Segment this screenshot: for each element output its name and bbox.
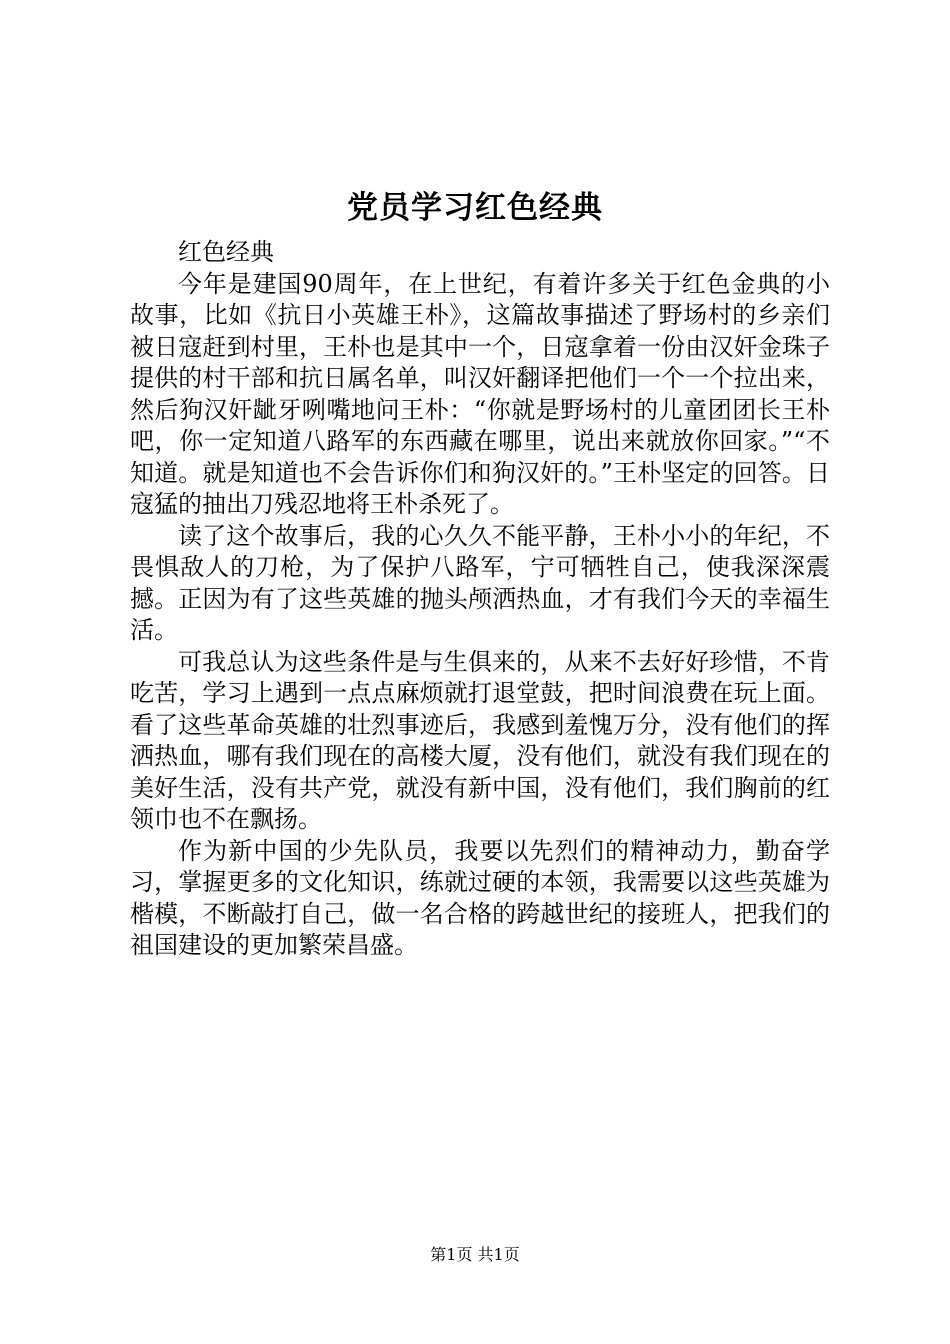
document-body [130, 237, 830, 962]
page-footer: 第1页 共1页 [430, 1245, 520, 1264]
paragraph-2: 读了这个故事后，我的心久久不能平静，王朴小小的年纪，不畏惧敌人的刀枪，为了保护八路军，宁可牺牲自己，使我深深震撼。正因为有了这些英雄的抛头颅洒热血，才有我们今天的幸福生活。 [130, 521, 830, 644]
paragraph-subtitle: 红色经典 [178, 238, 274, 266]
document-title: 党员学习红色经典 [347, 190, 603, 226]
paragraph-4: 作为新中国的少先队员，我要以先烈们的精神动力，勤奋学习，掌握更多的文化知识，练就过硬的本领，我需要以这些英雄为楷模，不断敲打自己，做一名合格的跨越世纪的接班人，把我们的祖国建设的更加繁荣昌盛。 [130, 836, 830, 959]
paragraph-1: 今年是建国90周年，在上世纪，有着许多关于红色金典的小故事，比如《抗日小英雄王朴》，这篇故事描述了野场村的乡亲们被日寇赶到村里，王朴也是其中一个，日寇拿着一份由汉奸金珠子提供的村干部和抗日属名单，叫汉奸翻译把他们一个一个拉出来，然后狗汉奸龇牙咧嘴地问王朴：“你就是野场村的儿童团团长王朴吧，你一定知道八路军的东西藏在哪里，说出来就放你回家。”“不知道。就是知道也不会告诉你们和狗汉奸的。”王朴坚定的回答。日寇猛的抽出刀残忍地将王朴杀死了。 [130, 269, 830, 518]
paragraph-3: 可我总认为这些条件是与生俱来的，从来不去好好珍惜，不肯吃苦，学习上遇到一点点麻烦就打退堂鼓，把时间浪费在玩上面。看了这些革命英雄的壮烈事迹后，我感到羞愧万分，没有他们的挥洒热血，哪有我们现在的高楼大厦，没有他们，就没有我们现在的美好生活，没有共产党，就没有新中国，没有他们，我们胸前的红领巾也不在飘扬。 [130, 647, 830, 833]
